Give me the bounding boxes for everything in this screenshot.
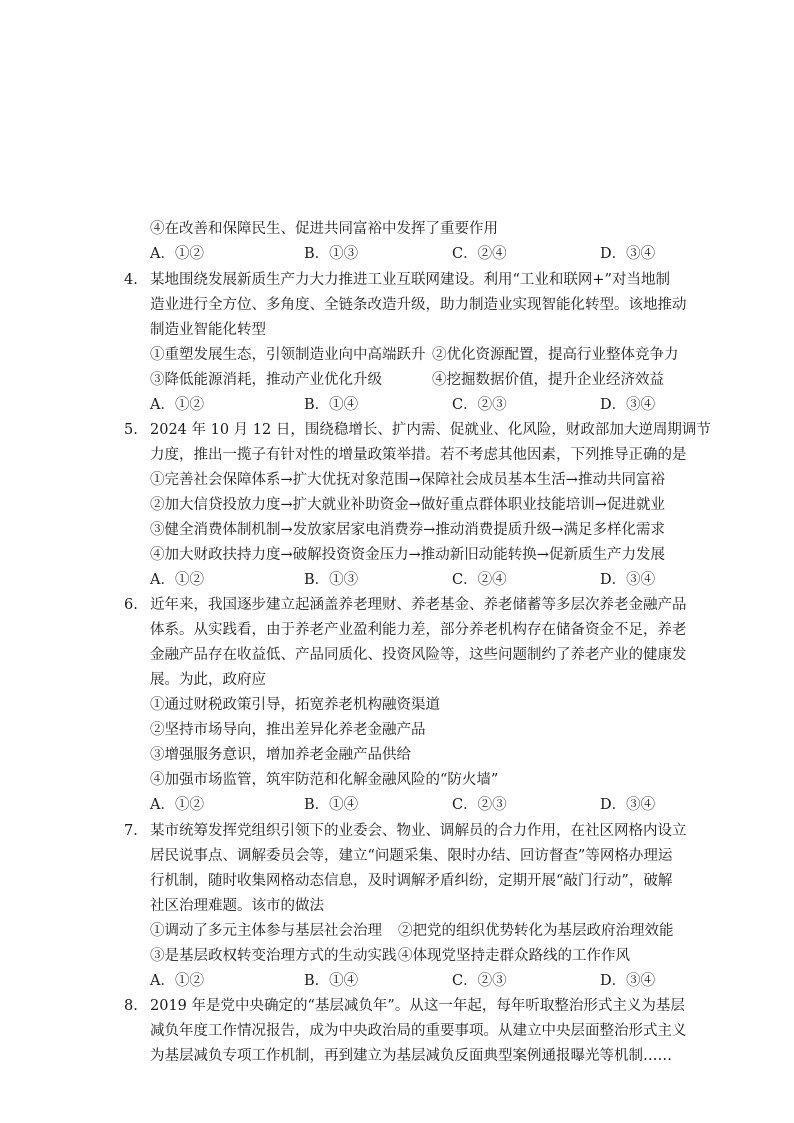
q6-statement-2: ②坚持市场导向，推出差异化养老金融产品	[150, 722, 426, 738]
q7-statement-4: ④体现党坚持走群众路线的工作作风	[398, 948, 630, 964]
q6-number: 6.	[124, 597, 138, 613]
q5-option-d[interactable]: D．③④	[600, 572, 656, 588]
q6-stem-line-4: 展。为此，政府应	[150, 672, 266, 688]
q6-statement-3: ③增强服务意识，增加养老金融产品供给	[150, 747, 411, 763]
q6-option-d[interactable]: D．③④	[600, 797, 656, 813]
q5-stem-line-2: 力度，推出一揽子有针对性的增量政策举措。若不考虑其他因素，下列推导正确的是	[150, 447, 687, 463]
q4-statements-row-1	[150, 345, 679, 365]
q5-statement-4: ④加大财政扶持力度→破解投资资金压力→推动新旧动能转换→促新质生产力发展	[150, 547, 665, 563]
q7-option-a[interactable]: A．①②	[150, 973, 204, 989]
q3-option-b[interactable]: B．①③	[304, 246, 359, 262]
q8-number: 8.	[124, 998, 138, 1014]
q8-stem-line-1: 2019 年是党中央确定的“基层减负年”。从这一年起，每年听取整治形式主义为基层	[150, 998, 685, 1014]
q7-statements-row-1	[150, 921, 674, 941]
q6-stem-line-2: 体系。从实践看，由于养老产业盈利能力差，部分养老机构存在储备资金不足，养老	[150, 622, 687, 638]
q4-options	[150, 395, 670, 415]
q5-number: 5.	[124, 422, 138, 438]
q7-options	[150, 971, 670, 991]
q3-option-d[interactable]: D．③④	[600, 246, 656, 262]
q5-option-c[interactable]: C．②④	[452, 572, 507, 588]
q5-option-a[interactable]: A．①②	[150, 572, 204, 588]
q4-statements-row-2	[150, 370, 670, 390]
q6-option-a[interactable]: A．①②	[150, 797, 204, 813]
q4-statement-3: ③降低能源消耗，推动产业优化升级	[150, 372, 382, 388]
q6-option-b[interactable]: B．①④	[304, 797, 359, 813]
q7-statement-3: ③是基层政权转变治理方式的生动实践	[150, 948, 397, 964]
q5-statement-1: ①完善社会保障体系→扩大优抚对象范围→保障社会成员基本生活→推动共同富裕	[150, 472, 665, 488]
q7-stem-line-3: 行机制，随时收集网格动态信息，及时调解矛盾纠纷，定期开展“敲门行动”，破解	[150, 873, 673, 889]
q8-stem-line-3: 为基层减负专项工作机制，再到建立为基层减负反面典型案例通报曝光等机制……	[150, 1048, 672, 1064]
q3-statement-4: ④在改善和保障民生、促进共同富裕中发挥了重要作用	[150, 221, 498, 237]
q7-stem-line-4: 社区治理难题。该市的做法	[150, 898, 324, 914]
q5-options	[150, 570, 670, 590]
q8-stem-line-2: 减负年度工作情况报告，成为中央政治局的重要事项。从建立中央层面整治形式主义	[150, 1023, 687, 1039]
q4-statement-1: ①重塑发展生态，引领制造业向中高端跃升	[150, 347, 426, 363]
q4-stem-line-1: 某地围绕发展新质生产力大力推进工业互联网建设。利用“工业和联网+”对当地制	[150, 272, 670, 288]
q6-stem-line-1: 近年来，我国逐步建立起涵盖养老理财、养老基金、养老储蓄等多层次养老金融产品	[150, 597, 687, 613]
q4-stem-line-2: 造业进行全方位、多角度、全链条改造升级，助力制造业实现智能化转型。该地推动	[150, 297, 687, 313]
q7-option-d[interactable]: D．③④	[600, 973, 656, 989]
q4-statement-4: ④挖掘数据价值，提升企业经济效益	[432, 372, 664, 388]
q5-statement-2: ②加大信贷投放力度→扩大就业补助资金→做好重点群体职业技能培训→促进就业	[150, 497, 665, 513]
q7-option-c[interactable]: C．②③	[452, 973, 507, 989]
q6-option-c[interactable]: C．②③	[452, 797, 507, 813]
q4-option-b[interactable]: B．①④	[304, 397, 359, 413]
q4-stem-line-3: 制造业智能化转型	[150, 322, 266, 338]
q3-options	[150, 244, 670, 264]
q6-statement-4: ④加强市场监管，筑牢防范和化解金融风险的“防火墙”	[150, 772, 499, 788]
q4-number: 4.	[124, 272, 138, 288]
q4-option-c[interactable]: C．②③	[452, 397, 507, 413]
q7-option-b[interactable]: B．①④	[304, 973, 359, 989]
q3-option-c[interactable]: C．②④	[452, 246, 507, 262]
q6-options	[150, 795, 670, 815]
q7-statements-row-2	[150, 946, 670, 966]
q7-number: 7.	[124, 823, 138, 839]
q7-stem-line-1: 某市统筹发挥党组织引领下的业委会、物业、调解员的合力作用，在社区网格内设立	[150, 823, 687, 839]
q7-statement-2: ②把党的组织优势转化为基层政府治理效能	[398, 923, 674, 939]
q7-statement-1: ①调动了多元主体参与基层社会治理	[150, 923, 382, 939]
q7-stem-line-2: 居民说事点、调解委员会等，建立“问题采集、限时办结、回访督查”等网格办理运	[150, 848, 673, 864]
q3-option-a[interactable]: A．①②	[150, 246, 204, 262]
q5-option-b[interactable]: B．①③	[304, 572, 359, 588]
q4-option-d[interactable]: D．③④	[600, 397, 656, 413]
q6-stem-line-3: 金融产品存在收益低、产品同质化、投资风险等，这些问题制约了养老产业的健康发	[150, 647, 687, 663]
q4-option-a[interactable]: A．①②	[150, 397, 204, 413]
q5-statement-3: ③健全消费体制机制→发放家居家电消费券→推动消费提质升级→满足多样化需求	[150, 522, 665, 538]
q5-stem-line-1: 2024 年 10 月 12 日，围绕稳增长、扩内需、促就业、化风险，财政部加大逆周期调节	[150, 422, 711, 438]
q6-statement-1: ①通过财税政策引导，拓宽养老机构融资渠道	[150, 697, 440, 713]
q4-statement-2: ②优化资源配置，提高行业整体竞争力	[432, 347, 679, 363]
